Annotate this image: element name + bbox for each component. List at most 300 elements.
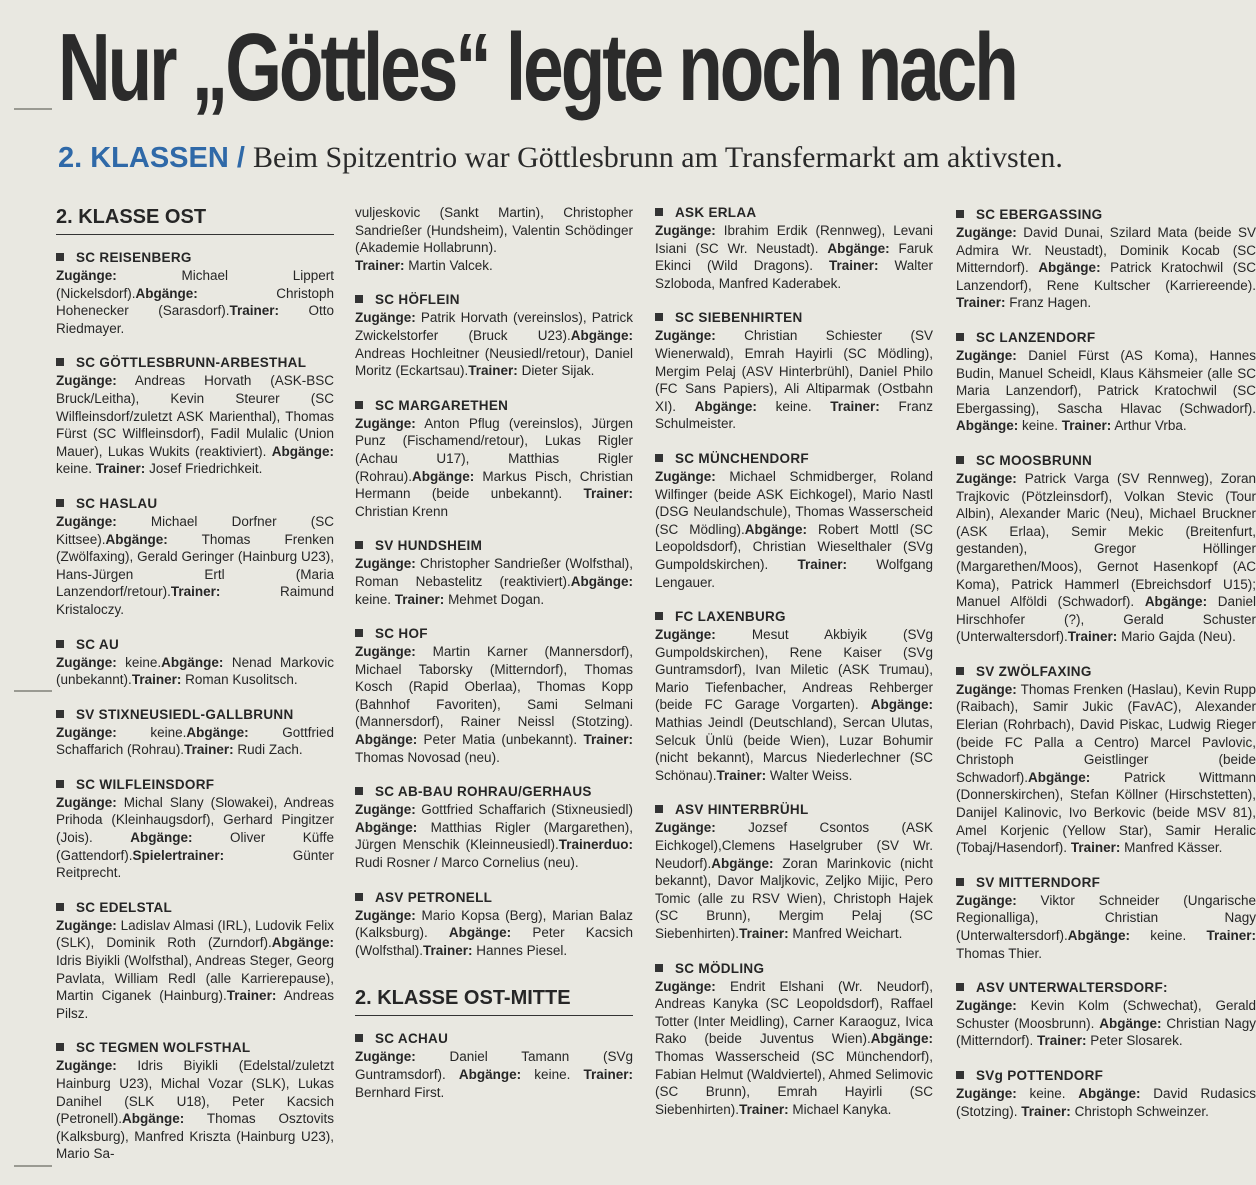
field-value: Michael Kanyka. [788, 1101, 892, 1117]
field-value: Rudi Zach. [233, 742, 303, 758]
club-name-text: SC HÖFLEIN [375, 292, 460, 308]
club-entry [956, 452, 1256, 646]
field-value: Christian Krenn [355, 503, 449, 519]
field-label: Trainer: [583, 732, 633, 748]
field-value: David Dunai, Szilard Mata (beide SV Admira Wr. Neustadt), Dominik Kocab (SC Mitterndorf). [956, 225, 1256, 276]
club-name-text: SC ACHAU [375, 1031, 449, 1047]
club-name-text: SC MÜNCHENDORF [675, 450, 809, 466]
field-value: Idris Biyikli (Wolfsthal), Andreas Steger, Georg Pavlata, William Redl (alle Karrierepause), Martin Ciganek (Hainburg). [56, 953, 334, 1004]
field-label: Zugänge: [956, 225, 1017, 240]
field-label: Zugänge: [56, 654, 117, 670]
field-value: keine. [1018, 418, 1062, 434]
club-name-text: ASV UNTERWALTERSDORF: [976, 980, 1168, 996]
club-entry [655, 309, 933, 433]
field-label: Trainer: [1067, 629, 1118, 645]
field-label: Trainer: [131, 672, 182, 688]
field-label: Abgänge: [1099, 1015, 1162, 1031]
club-entry-text [355, 643, 633, 766]
club-name-text: SC HASLAU [76, 495, 158, 511]
column-4 [956, 206, 1256, 1137]
club-name [355, 1030, 633, 1048]
club-name [655, 450, 933, 468]
club-name-text: ASK ERLAA [675, 205, 757, 220]
club-list [956, 206, 1256, 1120]
club-name-text: SC EBERGASSING [976, 207, 1103, 222]
club-name-text: ASV PETRONELL [375, 889, 493, 905]
square-bullet-icon [355, 295, 363, 303]
field-label: Abgänge: [105, 531, 168, 547]
club-entry-text [655, 978, 933, 1119]
field-value: Daniel Hirschhofer (?), Gerald Schuster (Unterwaltersdorf). [956, 594, 1256, 645]
field-label: Zugänge: [956, 470, 1017, 486]
club-entry-text [956, 1085, 1256, 1120]
club-entry [655, 801, 933, 942]
fold-mark [14, 1165, 52, 1167]
square-bullet-icon [956, 667, 964, 675]
square-bullet-icon [56, 710, 64, 718]
field-value: Christian Schiester (SV Wienerwald), Emrah Hayirli (SC Mödling), Mergim Pelaj (ASV Hinterbrühl), Daniel Philo (FC Sans Papiers), Ali Altiparmak (Ostbahn XI). [655, 328, 933, 414]
field-value: Christoph Hohenecker (Sarasdorf). [56, 285, 334, 319]
field-label: Trainer: [170, 584, 221, 600]
club-list [655, 204, 933, 1118]
club-entry-text [56, 724, 334, 759]
field-label: Zugänge: [956, 681, 1017, 697]
field-value: Christopher Sandrießer (Wolfsthal), Roman Nebastelitz (reaktiviert). [355, 556, 633, 589]
square-bullet-icon [956, 878, 964, 886]
club-entry [56, 899, 334, 1023]
square-bullet-icon [655, 208, 663, 216]
club-name [355, 889, 633, 907]
kicker-label: 2. KLASSEN [58, 142, 229, 174]
field-label: Trainer: [184, 742, 234, 758]
field-value: Wolfgang Lengauer. [655, 556, 933, 590]
club-name-text: SV ZWÖLFAXING [976, 663, 1092, 679]
club-name [56, 354, 334, 372]
club-name-text: SC HOF [375, 626, 428, 642]
club-name [56, 899, 334, 917]
club-entry-text [655, 626, 933, 784]
club-entry [56, 249, 334, 337]
square-bullet-icon [655, 805, 663, 813]
field-label: Abgänge: [570, 573, 633, 589]
square-bullet-icon [956, 333, 964, 341]
field-value: Peter Matia (unbekannt). [417, 732, 584, 748]
field-value: keine. [756, 398, 831, 414]
field-value: Zoran Marinkovic (nicht bekannt), Davor Maljkovic, Zeljko Mijic, Pero Tomic (alle zu RSV Wien), Christoph Hajek (SC Brunn), Mergim Pelaj (SC Siebenhirten). [655, 855, 933, 941]
club-entry [956, 979, 1256, 1050]
club-entry [355, 291, 633, 379]
square-bullet-icon [56, 903, 64, 911]
club-name [355, 537, 633, 555]
field-value: Andreas Pilsz. [56, 988, 334, 1021]
club-entry [655, 608, 933, 784]
field-label: Zugänge: [355, 802, 416, 818]
field-value: Martin Karner (Mannersdorf), Michael Taborsky (Mitterndorf), Thomas Kosch (Rapid Oberlaa), Thomas Kopp (Bahnhof Favoriten), Sami Selmani (Mannersdorf), Rainer Neissl (Stotzing). [355, 644, 633, 730]
field-value: Franz Hagen. [1005, 295, 1092, 311]
field-label: Abgänge: [1067, 928, 1131, 943]
club-name-text: SC EDELSTAL [76, 899, 173, 915]
field-label: Zugänge: [655, 223, 716, 238]
club-name [655, 960, 933, 978]
column-2 [355, 204, 633, 1118]
club-entry-text [355, 415, 633, 521]
field-label: Abgänge: [1038, 260, 1101, 276]
club-entry [56, 495, 334, 619]
club-name [56, 249, 334, 267]
field-value: Gottfried Schaffarich (Stixneusiedl) [415, 802, 633, 818]
club-entry [956, 206, 1256, 312]
field-label: Zugänge: [655, 328, 716, 344]
field-label: Zugänge: [655, 468, 716, 484]
field-value: Patrick Wittmann (Donnerskirchen), Stefan Köllner (Hirschstetten), Danijel Kalinovic, Ivo Berkovic (beide MSV 81), Amel Korjenic (Yellow Star), Samir Heralic (Tobaj/Hasendorf). [956, 769, 1256, 856]
club-entry-text [56, 372, 334, 478]
club-entry [355, 397, 633, 521]
field-label: Zugänge: [56, 794, 117, 810]
field-label: Trainerduo: [558, 837, 633, 853]
club-name [956, 1067, 1256, 1085]
field-label: Trainer: [1206, 928, 1256, 943]
field-label: Zugänge: [56, 268, 117, 283]
field-label: Zugänge: [655, 820, 716, 836]
club-entry-text [355, 801, 633, 871]
club-entry [56, 354, 334, 478]
club-entry [355, 889, 633, 960]
square-bullet-icon [56, 499, 64, 507]
field-value: Ibrahim Erdik (Rennweg), Levani Isiani (SC Wr. Neustadt). [655, 223, 933, 256]
club-entry-text [355, 1048, 633, 1101]
field-label: Trainer: [797, 556, 848, 572]
square-bullet-icon [56, 1043, 64, 1051]
field-value: Patrick Kratochwil (SC Lanzendorf), Rene Kultscher (Karriereende). [956, 260, 1256, 293]
club-entry-text [956, 681, 1256, 857]
club-name-text: SV STIXNEUSIEDL-GALLBRUNN [76, 706, 294, 722]
field-label: Trainer: [1021, 1103, 1071, 1119]
field-label: Trainer: [830, 398, 880, 414]
club-name [56, 1039, 334, 1057]
field-value: Mathias Jeindl (Deutschland), Sercan Ulutas, Selcuk Ünlü (beide Wien), Luzar Bohumir (nicht bekannt), Marcus Niederlechner (SC Schönau). [655, 715, 933, 783]
field-value: Christoph Schweinzer. [1070, 1103, 1209, 1119]
field-value: Thomas Frenken (Haslau), Kevin Rupp (Raibach), Samir Jukic (FavAC), Alexander Elerian (Rohrbach), David Piskac, Ludwig Rieger (beide FC Palla a Centro) Marcel Pavlovic, Christoph Geistlinger (beide Schwadorf). [956, 681, 1256, 785]
club-entry [956, 663, 1256, 857]
club-name [355, 625, 633, 643]
field-label: Trainer: [423, 942, 473, 958]
club-list [56, 249, 334, 1163]
field-value: Mario Kopsa (Berg), Marian Balaz (Kalksburg). [355, 907, 633, 941]
club-entry [956, 329, 1256, 435]
field-value: Roman Kusolitsch. [181, 672, 298, 688]
club-name [956, 329, 1256, 347]
club-entry [56, 1039, 334, 1163]
field-label: Zugänge: [956, 347, 1017, 363]
field-value: Josef Friedrichkeit. [145, 461, 263, 477]
field-label: Trainer: [583, 486, 633, 502]
field-label: Abgänge: [570, 327, 633, 343]
square-bullet-icon [956, 210, 964, 218]
club-name [355, 397, 633, 415]
field-value: Franz Schulmeister. [655, 398, 933, 432]
fold-mark [14, 108, 52, 110]
square-bullet-icon [56, 358, 64, 366]
field-value: Andreas Horvath (ASK-BSC Bruck/Leitha), Kevin Steurer (SC Wilfleinsdorf/zuletzt ASK Marienthal), Thomas Fürst (SC Wilfleinsdorf), Fadil Mulalic (Union Mauer), Lukas Wukits (reaktiviert). [56, 373, 334, 459]
club-entry-text [956, 470, 1256, 646]
field-value: Thomas Wasserscheid (SC Münchendorf), Fabian Helmut (Waldviertel), Ahmed Selimovic (SC Brunn), Emrah Hayirli (SC Siebenhirten). [655, 1048, 933, 1117]
field-label: Abgänge: [271, 443, 334, 459]
field-value: Rudi Rosner / Marco Cornelius (neu). [355, 855, 579, 871]
club-entry-continued [355, 204, 633, 274]
club-entry-text [655, 327, 933, 433]
field-label: Abgänge: [355, 732, 418, 748]
club-entry [355, 625, 633, 766]
field-label: Trainer: [828, 258, 879, 274]
field-value: keine. [521, 1067, 584, 1082]
field-label: Abgänge: [186, 724, 249, 740]
field-value: Mesut Akbiyik (SVg Gumpoldskirchen), Rene Kaiser (SVg Guntramsdorf), Ivan Miletic (ASK Trumau), Mario Tiefenbacher, Andreas Rehberger (beide FC Garage Vorgarten). [655, 627, 933, 713]
club-entry-text [355, 907, 633, 960]
field-label: Abgänge: [711, 855, 774, 871]
square-bullet-icon [355, 1034, 363, 1042]
club-entry [956, 874, 1256, 962]
field-label: Abgänge: [827, 240, 890, 256]
club-name-text: SVg POTTENDORF [976, 1067, 1104, 1083]
field-label: Zugänge: [56, 513, 117, 529]
field-label: Abgänge: [1028, 769, 1091, 785]
field-value: Peter Slosarek. [1086, 1033, 1183, 1049]
field-value: Michael Schmidberger, Roland Wilfinger (beide ASK Eichkogel), Mario Nastl (DSG Neulandschule), Thomas Wasserscheid (SC Mödling). [655, 468, 933, 537]
field-value: Walter Weiss. [766, 767, 853, 783]
club-name [655, 309, 933, 327]
field-value: Thomas Thier. [956, 945, 1043, 961]
club-name-text: SC MOOSBRUNN [976, 452, 1093, 468]
square-bullet-icon [355, 893, 363, 901]
field-label: Abgänge: [122, 1111, 185, 1127]
square-bullet-icon [355, 629, 363, 637]
club-name [355, 291, 633, 309]
club-entry [56, 776, 334, 882]
club-name [655, 608, 933, 626]
trainer-label: Trainer: [355, 257, 405, 273]
club-name-text: SV MITTERNDORF [976, 874, 1101, 890]
square-bullet-icon [355, 401, 363, 409]
field-value: Manfred Weichart. [788, 926, 903, 941]
field-label: Abgänge: [448, 925, 512, 941]
field-label: Zugänge: [56, 1058, 117, 1074]
field-label: Zugänge: [655, 978, 716, 994]
field-value: keine. [355, 591, 395, 607]
headline: Nur „Göttles“ legte noch nach [58, 14, 1016, 121]
club-name-text: SC REISENBERG [76, 250, 192, 265]
club-name-text: SC LANZENDORF [976, 329, 1096, 345]
field-value: Gottfried Schaffarich (Rohrau). [56, 724, 334, 758]
field-label: Abgänge: [355, 819, 418, 835]
club-entry-text [655, 468, 933, 591]
club-name [956, 874, 1256, 892]
club-entry-text [956, 997, 1256, 1050]
field-value: Kevin Kolm (Schwechat), Gerald Schuster (Moosbrunn). [956, 998, 1256, 1031]
square-bullet-icon [355, 541, 363, 549]
club-entry-text [355, 555, 633, 608]
field-value: Michael Lippert (Nickelsdorf). [56, 268, 334, 301]
field-label: Zugänge: [56, 373, 117, 389]
club-name-text: SC WILFLEINSDORF [76, 776, 215, 792]
club-entry-text [56, 794, 334, 882]
club-entry [655, 960, 933, 1119]
square-bullet-icon [655, 964, 663, 972]
club-name [956, 206, 1256, 224]
field-value: Patrick Varga (SV Rennweg), Zoran Trajkovic (Pötzleinsdorf), Volkan Stevic (Tour Albin), Alexander Maric (Neu), Michael Bruckner (ASK Erlaa), Semir Mekic (Breitenfurt, gestanden), Gregor Höllinger (Margarethen/Moos), Gernot Hasenkopf (AC Koma), Patrick Hammerl (Ebreichsdorf U15); Manuel Alföldi (Schwadorf). [956, 470, 1256, 610]
club-entry [355, 783, 633, 871]
club-entry-text [655, 819, 933, 942]
field-value: Ladislav Almasi (IRL), Ludovik Felix (SLK), Dominik Roth (Zurndorf). [56, 917, 334, 951]
field-label: Abgänge: [161, 654, 224, 670]
field-value: Anton Pflug (vereinslos), Jürgen Punz (Fischamend/retour), Lukas Rigler (Achau U17), Matthias Rigler (Rohrau). [355, 415, 633, 484]
field-label: Abgänge: [744, 521, 808, 537]
field-value: Idris Biyikli (Edelstal/zuletzt Hainburg U23), Michal Vozar (SLK), Lukas Danihel (SLK U18), Peter Kacsich (Petronell). [56, 1058, 334, 1127]
field-value: Michal Slany (Slowakei), Andreas Prihoda (Kleinhaugsdorf), Gerhard Pingitzer (Jois). [56, 794, 334, 846]
club-entry [956, 1067, 1256, 1120]
field-value: Walter Szloboda, Manfred Kaderabek. [655, 258, 933, 291]
field-value: David Rudasics (Stotzing). [956, 1085, 1256, 1119]
field-label: Zugänge: [355, 644, 416, 660]
field-label: Trainer: [468, 363, 518, 379]
square-bullet-icon [655, 612, 663, 620]
square-bullet-icon [56, 780, 64, 788]
field-value: Nenad Markovic (unbekannt). [56, 654, 334, 688]
field-value: Jozsef Csontos (ASK Eichkogel),Clemens Haselgruber (SV Wr. Neudorf). [655, 820, 933, 871]
fold-mark [14, 690, 52, 692]
field-label: Abgänge: [1078, 1085, 1141, 1101]
club-list [355, 1030, 633, 1101]
field-label: Trainer: [716, 767, 767, 783]
field-value: Thomas Novosad (neu). [355, 749, 500, 765]
field-value: Faruk Ekinci (Wild Dragons). [655, 240, 934, 274]
kicker [58, 138, 1063, 178]
club-name-text: SC GÖTTLESBRUNN-ARBESTHAL [76, 355, 307, 371]
field-label: Trainer: [229, 303, 280, 319]
trainer-value: Martin Valcek. [404, 257, 493, 273]
continued-text: vuljeskovic (Sankt Martin), Christopher Sandrießer (Hundsheim), Valentin Schödinger (Akademie Hollabrunn). [355, 205, 633, 256]
club-list [355, 291, 633, 959]
field-value: Mehmet Dogan. [444, 591, 545, 607]
club-name [956, 452, 1256, 470]
field-value: Andreas Hochleitner (Neusiedl/retour), Daniel Moritz (Eckartsau). [355, 345, 633, 379]
field-label: Zugänge: [355, 415, 416, 431]
field-value: Daniel Tamann (SVg Guntramsdorf). [355, 1049, 633, 1082]
field-label: Zugänge: [956, 1085, 1017, 1101]
club-entry [56, 706, 334, 759]
square-bullet-icon [56, 640, 64, 648]
club-entry-text [655, 222, 933, 292]
club-entry-text [56, 654, 334, 689]
field-value: Daniel Fürst (AS Koma), Hannes Budin, Manuel Scheidl, Klaus Kähsmeier (alle SC Maria Lanzendorf), Patrick Kratochwil (SC Ebergassing), Sascha Hlavac (Schwadorf). [956, 347, 1256, 416]
club-entry-text [355, 204, 633, 274]
club-name-text: SC AB-BAU ROHRAU/GERHAUS [375, 784, 592, 800]
field-label: Abgänge: [694, 398, 757, 414]
field-label: Trainer: [739, 926, 789, 941]
field-label: Abgänge: [870, 1031, 933, 1047]
section-heading: 2. KLASSE OST-MITTE [355, 985, 633, 1016]
club-entry-text [355, 309, 633, 379]
field-value: keine. [1016, 1085, 1079, 1101]
field-value: Thomas Osztovits (Kalksburg), Manfred Kriszta (Hainburg U23), Mario Sa- [56, 1111, 334, 1162]
square-bullet-icon [655, 313, 663, 321]
club-entry-text [56, 513, 334, 619]
field-value: Otto Riedmayer. [56, 303, 334, 336]
square-bullet-icon [655, 454, 663, 462]
field-label: Zugänge: [956, 998, 1017, 1014]
field-value: Viktor Schneider (Ungarische Regionalliga), Christian Nagy (Unterwaltersdorf). [956, 892, 1256, 943]
field-value: Matthias Rigler (Margarethen), Jürgen Menschik (Kleinneusiedl). [355, 819, 633, 853]
club-entry-text [56, 267, 334, 337]
field-value: Thomas Frenken (Zwölfaxing), Gerald Geringer (Hainburg U23), Hans-Jürgen Ertl (Maria Lanzendorf/retour). [56, 531, 334, 600]
square-bullet-icon [956, 456, 964, 464]
club-entry-text [56, 1057, 334, 1163]
field-label: Trainer: [394, 591, 445, 607]
field-label: Abgänge: [458, 1067, 522, 1082]
field-value: Manfred Kässer. [1120, 840, 1223, 856]
field-label: Trainer: [1037, 1033, 1087, 1049]
club-name [56, 776, 334, 794]
club-name [56, 706, 334, 724]
field-label: Trainer: [1061, 418, 1112, 434]
field-value: Michael Dorfner (SC Kittsee). [56, 513, 334, 547]
field-value: keine. [116, 724, 187, 740]
field-label: Abgänge: [1144, 594, 1208, 610]
club-entry-text [956, 892, 1256, 962]
field-label: Abgänge: [412, 468, 475, 484]
field-label: Abgänge: [130, 830, 193, 846]
field-value: keine. [116, 654, 162, 670]
club-name [655, 801, 933, 819]
club-name-text: SC MARGARETHEN [375, 397, 509, 413]
field-value: Patrik Horvath (vereinslos), Patrick Zwickelstorfer (Bruck U23). [355, 310, 633, 343]
field-value: Günter Reitprecht. [56, 847, 334, 881]
club-name [655, 204, 933, 222]
club-name [56, 495, 334, 513]
square-bullet-icon [956, 1071, 964, 1079]
club-entry [655, 204, 933, 292]
field-label: Zugänge: [56, 724, 117, 740]
club-name-text: ASV HINTERBRÜHL [675, 802, 809, 818]
kicker-separator: / [236, 142, 245, 174]
club-name [956, 663, 1256, 681]
square-bullet-icon [56, 253, 64, 261]
field-label: Trainer: [95, 461, 146, 477]
field-label: Trainer: [739, 1101, 789, 1117]
field-value: Dieter Sijak. [517, 363, 595, 379]
field-label: Spielertrainer: [132, 847, 225, 863]
field-label: Trainer: [583, 1067, 633, 1082]
field-label: Abgänge: [271, 935, 334, 951]
field-value: Mario Gajda (Neu). [1117, 629, 1236, 645]
club-name-text: SC SIEBENHIRTEN [675, 310, 803, 326]
field-label: Zugänge: [355, 907, 416, 923]
club-entry [355, 1030, 633, 1101]
field-value: Markus Pisch, Christian Hermann (beide unbekannt). [355, 468, 633, 502]
field-label: Abgänge: [135, 285, 198, 301]
field-value: Endrit Elshani (Wr. Neudorf), Andreas Kanyka (SC Leopoldsdorf), Raffael Totter (Inter Meidling), Carner Karaoguz, Ivica Rako (beide Juventus Wien). [655, 978, 933, 1047]
field-label: Trainer: [1070, 840, 1121, 856]
field-label: Zugänge: [655, 627, 716, 643]
club-name [956, 979, 1256, 997]
club-name-text: SC MÖDLING [675, 960, 765, 976]
field-label: Zugänge: [956, 892, 1017, 908]
field-value: Christian Nagy (Mitterndorf). [956, 1015, 1256, 1049]
kicker-text: Beim Spitzentrio war Göttlesbrunn am Transfermarkt am aktivsten. [253, 141, 1063, 174]
field-value: Raimund Kristaloczy. [56, 584, 334, 617]
field-label: Abgänge: [956, 418, 1019, 434]
club-entry [355, 537, 633, 608]
club-name-text: SV HUNDSHEIM [375, 538, 483, 554]
